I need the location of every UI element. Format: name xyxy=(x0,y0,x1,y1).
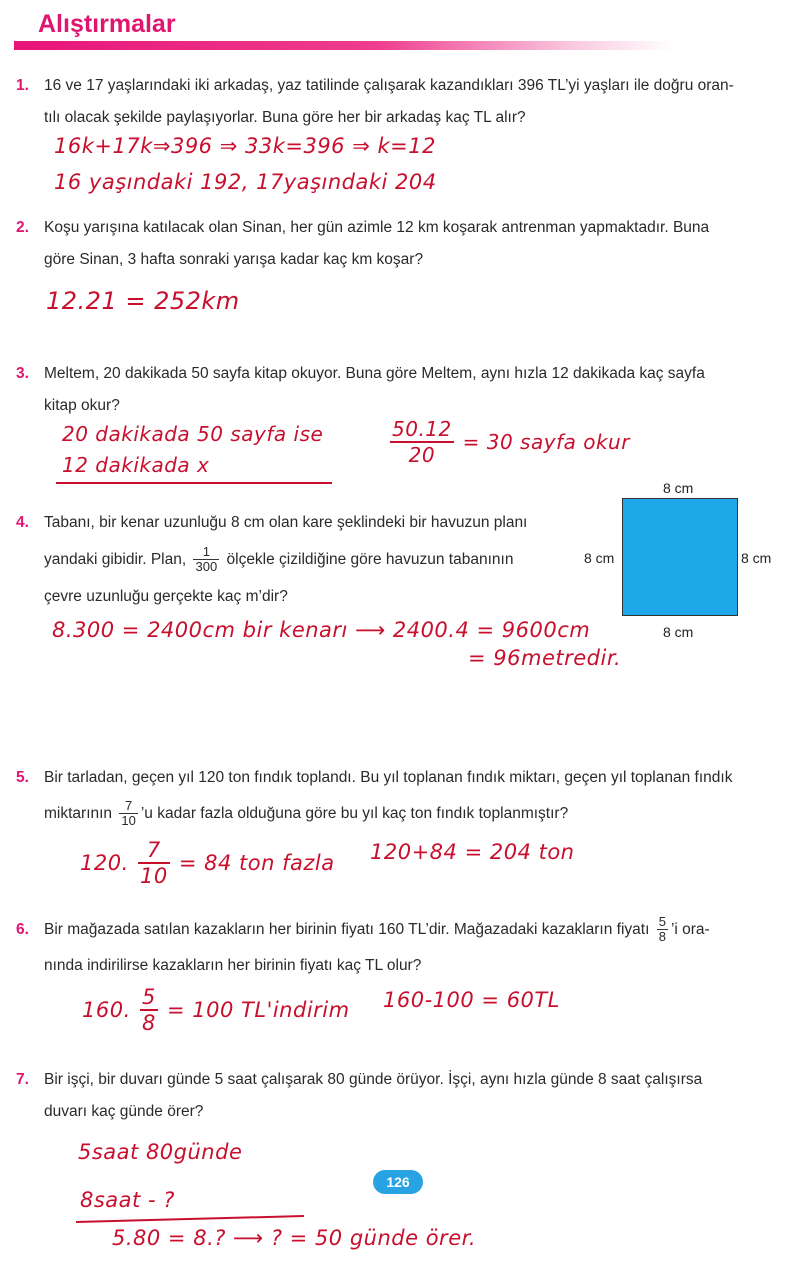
question-2 xyxy=(16,212,776,276)
handwritten-answer: 20 dakikada 50 sayfa ise xyxy=(62,422,324,446)
handwritten-answer: 5.80 = 8.? ⟶ ? = 50 günde örer. xyxy=(112,1226,476,1250)
question-number: 2. xyxy=(16,219,29,236)
question-7 xyxy=(16,1064,776,1128)
handwritten-underline xyxy=(76,1215,304,1223)
handwritten-answer: 8.300 = 2400cm bir kenarı ⟶ 2400.4 = 9600cm xyxy=(52,618,591,642)
question-text: duvarı kaç günde örer? xyxy=(44,1103,204,1120)
handwritten-answer: 120. $\frac{7}{10}$ = 84 ton fazla xyxy=(80,838,335,888)
question-text: yandaki gibidir. Plan, xyxy=(44,551,187,568)
handwritten-answer: 5saat 80günde xyxy=(78,1140,243,1164)
handwritten-answer: 120+84 = 204 ton xyxy=(370,840,575,864)
question-text: Bir tarladan, geçen yıl 120 ton fındık toplandı. Bu yıl toplanan fındık miktarı, geçen yıl toplanan fındık xyxy=(44,769,733,786)
square-left-label: 8 cm xyxy=(584,550,615,566)
handwritten-answer: 16k+17k⇒396 ⇒ 33k=396 ⇒ k=12 xyxy=(54,134,436,158)
fraction: $\frac{7}{10}$ xyxy=(121,798,136,829)
page-number-badge: 126 xyxy=(373,1170,423,1194)
question-text: ölçekle çizildiğine göre havuzun tabanının xyxy=(226,551,514,568)
square-top-label: 8 cm xyxy=(663,480,694,496)
question-text: Meltem, 20 dakikada 50 sayfa kitap okuyor. Buna göre Meltem, aynı hızla 12 dakikada kaç sayfa xyxy=(44,365,705,382)
question-text: ’i ora- xyxy=(670,921,710,938)
question-number: 4. xyxy=(16,514,29,531)
handwritten-answer: 160-100 = 60TL xyxy=(383,988,560,1012)
handwritten-answer: 16 yaşındaki 192, 17yaşındaki 204 xyxy=(54,170,437,194)
question-3 xyxy=(16,358,776,422)
question-5 xyxy=(16,760,776,832)
handwritten-answer: = 96metredir. xyxy=(468,646,622,670)
question-text: ’u kadar fazla olduğuna göre bu yıl kaç ton fındık toplanmıştır? xyxy=(140,805,569,822)
question-text: kitap okur? xyxy=(44,397,120,414)
title-underline xyxy=(14,41,674,50)
question-text: Tabanı, bir kenar uzunluğu 8 cm olan kare şeklindeki bir havuzun planı xyxy=(44,514,528,531)
question-number: 7. xyxy=(16,1071,29,1088)
question-text: çevre uzunluğu gerçekte kaç m’dir? xyxy=(44,588,288,605)
question-number: 3. xyxy=(16,365,29,382)
page-title: Alıştırmalar xyxy=(38,10,176,38)
handwritten-answer: 12 dakikada x xyxy=(62,453,210,477)
question-text: Bir mağazada satılan kazakların her birinin fiyatı 160 TL’dir. Mağazadaki kazakların fiyatı xyxy=(44,921,650,938)
question-1 xyxy=(16,70,776,134)
handwritten-answer: 8saat - ? xyxy=(80,1188,175,1212)
question-text: göre Sinan, 3 hafta sonraki yarışa kadar kaç km koşar? xyxy=(44,251,424,268)
question-number: 5. xyxy=(16,769,29,786)
handwritten-answer: 12.21 = 252km xyxy=(46,287,240,315)
pool-square-figure xyxy=(622,498,738,616)
question-text: miktarının xyxy=(44,805,113,822)
question-text: Bir işçi, bir duvarı günde 5 saat çalışarak 80 günde örüyor. İşçi, aynı hızla günde 8 saat çalışırsa xyxy=(44,1071,703,1088)
handwritten-answer: 160. $\frac{5}{8}$ = 100 TL'indirim xyxy=(82,985,350,1035)
question-text: tılı olacak şekilde paylaşıyorlar. Buna göre her bir arkadaş kaç TL alır? xyxy=(44,109,526,126)
question-number: 1. xyxy=(16,77,29,94)
question-6 xyxy=(16,912,776,984)
fraction: $\frac{5}{8}$ xyxy=(658,914,666,945)
square-right-label: 8 cm xyxy=(741,550,772,566)
question-text: 16 ve 17 yaşlarındaki iki arkadaş, yaz tatilinde çalışarak kazandıkları 396 TL’yi yaşları ile doğru oran- xyxy=(44,77,734,94)
handwritten-answer: $\frac{50.12}{20}$ = 30 sayfa okur xyxy=(392,417,630,467)
square-bottom-label: 8 cm xyxy=(663,624,694,640)
question-number: 6. xyxy=(16,921,29,938)
scale-fraction: $\frac{1}{300}$ xyxy=(195,544,218,575)
question-4 xyxy=(16,504,586,615)
handwritten-underline xyxy=(56,482,332,484)
question-text: Koşu yarışına katılacak olan Sinan, her gün azimle 12 km koşarak antrenman yapmaktadır. Buna xyxy=(44,219,710,236)
question-text: nında indirilirse kazakların her birinin fiyatı kaç TL olur? xyxy=(44,957,422,974)
